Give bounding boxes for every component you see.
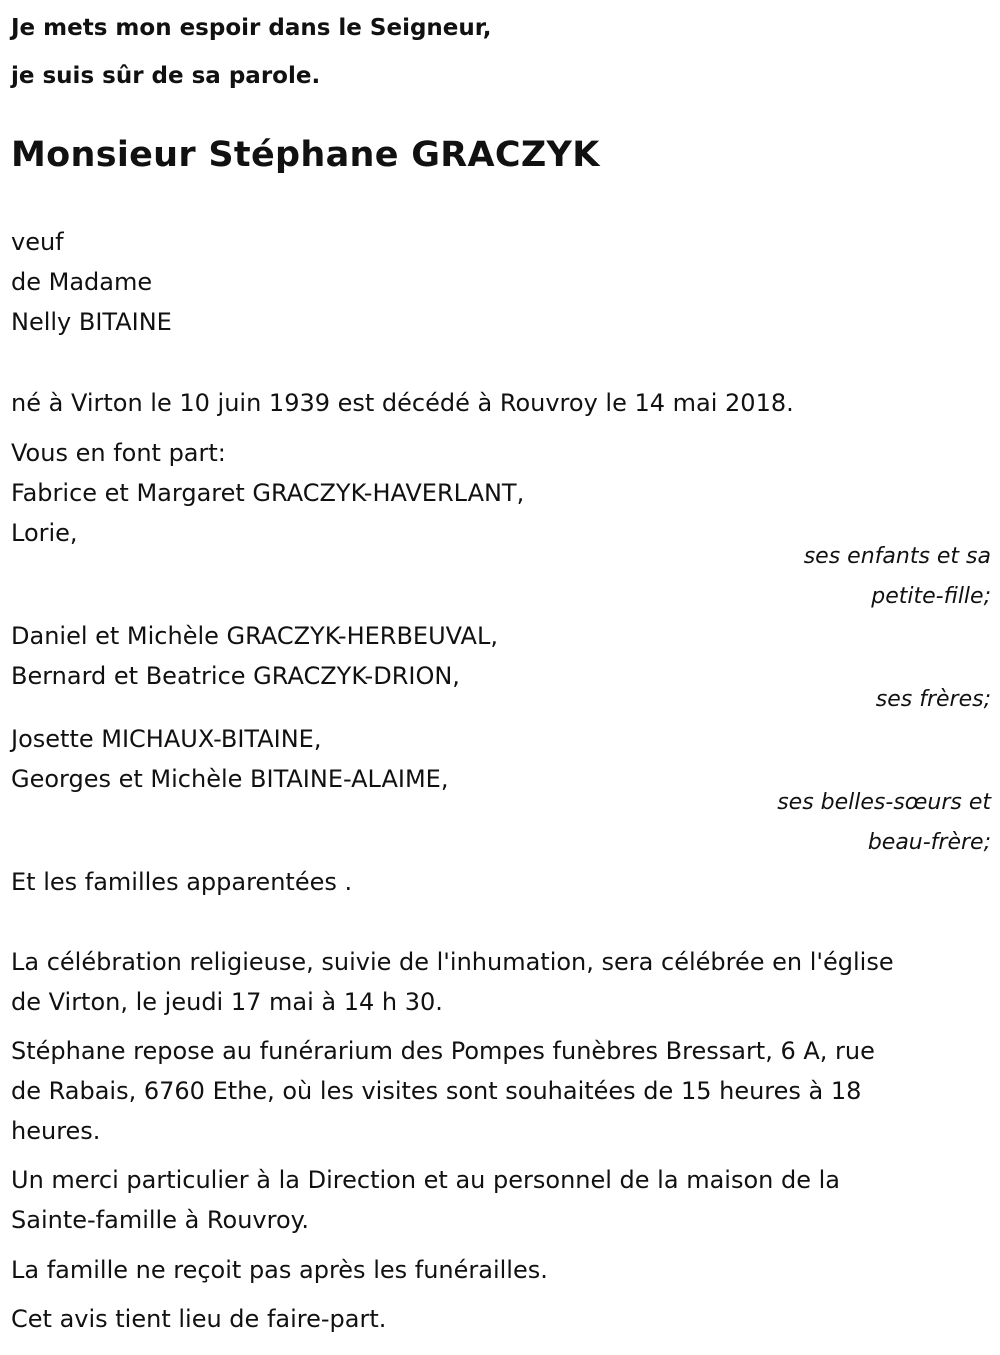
thanks-line-1: Un merci particulier à la Direction et au personnel de la maison de la (11, 1166, 840, 1194)
verse-line-1: Je mets mon espoir dans le Seigneur, (11, 15, 492, 41)
family-closing: Et les familles apparentées . (11, 868, 353, 896)
family-group-1-line-1: Fabrice et Margaret GRACZYK-HAVERLANT, (11, 479, 525, 507)
family-group-1-line-2: Lorie, (11, 519, 78, 547)
family-group-3-relation-1: ses belles-sœurs et (777, 790, 991, 815)
ceremony-line-1: La célébration religieuse, suivie de l'inhumation, sera célébrée en l'église (11, 948, 894, 976)
spouse-line-2: de Madame (11, 268, 153, 296)
no-reception-line: La famille ne reçoit pas après les funérailles. (11, 1256, 548, 1284)
family-group-3-line-2: Georges et Michèle BITAINE-ALAIME, (11, 765, 449, 793)
birth-death-line: né à Virton le 10 juin 1939 est décédé à Rouvroy le 14 mai 2018. (11, 389, 794, 417)
family-group-3-line-1: Josette MICHAUX-BITAINE, (11, 725, 322, 753)
ceremony-line-2: de Virton, le jeudi 17 mai à 14 h 30. (11, 988, 443, 1016)
spouse-line-1: veuf (11, 228, 64, 256)
family-group-2-line-2: Bernard et Beatrice GRACZYK-DRION, (11, 662, 460, 690)
family-group-3-relation-2: beau-frère; (867, 830, 991, 855)
funerarium-line-3: heures. (11, 1117, 101, 1145)
family-group-1-relation-1: ses enfants et sa (803, 544, 991, 569)
verse-line-2: je suis sûr de sa parole. (11, 63, 321, 89)
family-group-2-line-1: Daniel et Michèle GRACZYK-HERBEUVAL, (11, 622, 498, 650)
thanks-line-2: Sainte-famille à Rouvroy. (11, 1206, 310, 1234)
announce-intro: Vous en font part: (11, 439, 226, 467)
spouse-line-3: Nelly BITAINE (11, 308, 172, 336)
family-group-2-relation-1: ses frères; (875, 687, 991, 712)
notice-line: Cet avis tient lieu de faire-part. (11, 1305, 387, 1333)
funerarium-line-2: de Rabais, 6760 Ethe, où les visites sont souhaitées de 15 heures à 18 (11, 1077, 862, 1105)
deceased-name: Monsieur Stéphane GRACZYK (11, 135, 600, 175)
funerarium-line-1: Stéphane repose au funérarium des Pompes funèbres Bressart, 6 A, rue (11, 1037, 875, 1065)
family-group-1-relation-2: petite-fille; (871, 584, 991, 609)
